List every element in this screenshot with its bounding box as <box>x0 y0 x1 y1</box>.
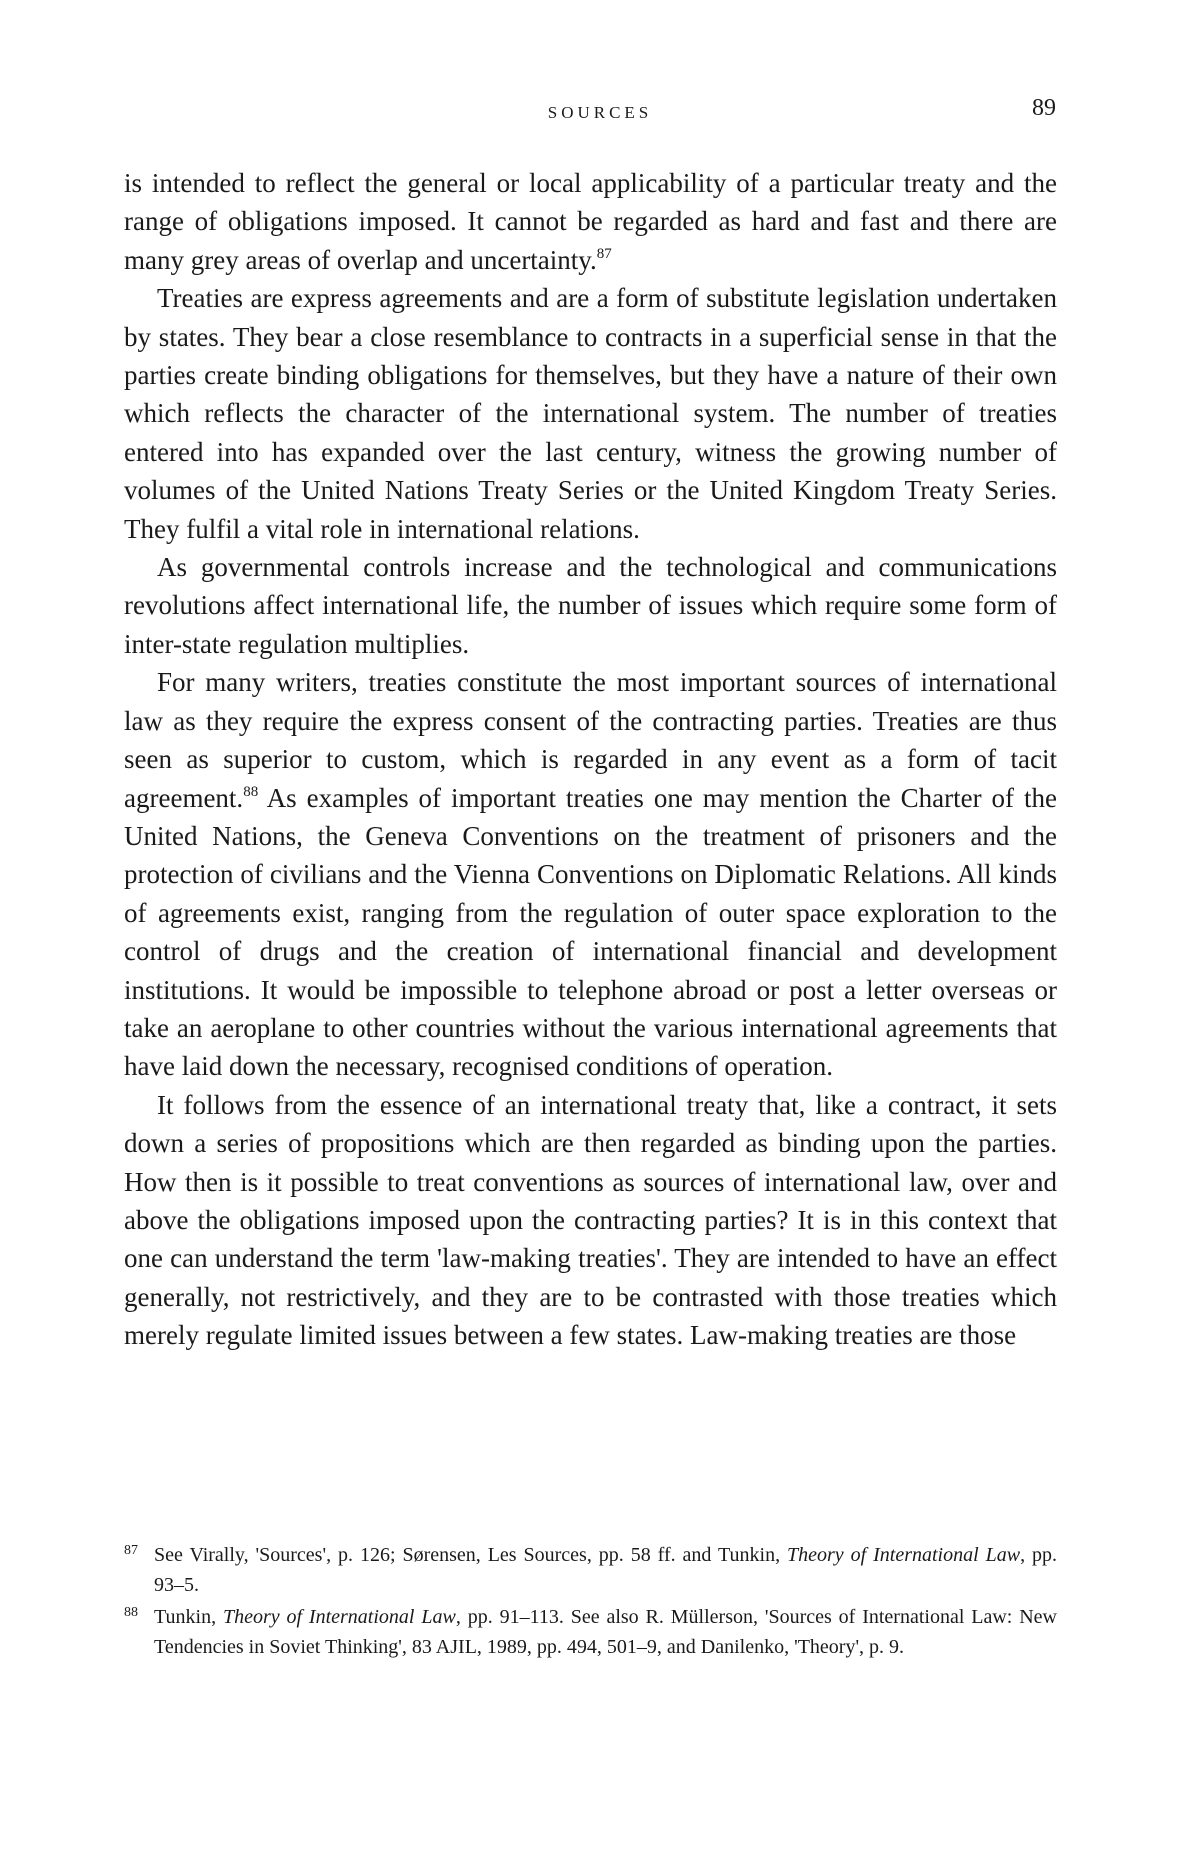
paragraph-text: For many writers, treaties constitute the most important sources of international law as they require the express consent of the contracting parties. Treaties are thus seen as superior to custom, which is regarded in any event as a form of tacit agreement. <box>124 667 1057 813</box>
footnote-number: 87 <box>124 1543 138 1558</box>
paragraph-text: As examples of important treaties one may mention the Charter of the United Nations, the Geneva Conventions on the treatment of prisoners and the protection of civilians and the Vienna Conventions on Diplomatic Relations. All kinds of agreements exist, ranging from the regulation of outer space exploration to the control of drugs and the creation of international financial and development institutions. It would be impossible to telephone abroad or post a letter overseas or take an aeroplane to other countries without the various international agreements that have laid down the necessary, recognised conditions of operation. <box>124 782 1057 1082</box>
footnotes <box>124 1540 1057 1664</box>
footnote-ref[interactable]: 87 <box>596 245 612 262</box>
footnote-title: Theory of International Law <box>787 1544 1021 1566</box>
paragraph <box>124 663 1057 1085</box>
page-number: 89 <box>1032 95 1056 121</box>
footnote <box>124 1540 1057 1600</box>
paragraph: As governmental controls increase and the technological and communications revolutions affect international life, the number of issues which require some form of inter-state regulation multiplies. <box>124 552 1057 659</box>
footnote-text: Tunkin, <box>154 1606 223 1628</box>
footnote-number: 88 <box>124 1605 138 1620</box>
footnote-text: See Virally, 'Sources', p. 126; Sørensen, Les Sources, pp. 58 ff. and Tunkin, <box>154 1544 788 1566</box>
paragraph: It follows from the essence of an international treaty that, like a contract, it sets down a series of propositions which are then regarded as binding upon the parties. How then is it possible to treat conventions as sources of international law, over and above the obligations imposed upon the contracting parties? It is in this context that one can understand the term 'law-making treaties'. They are intended to have an effect generally, not restrictively, and they are to be contrasted with those treaties which merely regulate limited issues between a few states. Law-making treaties are those <box>124 1089 1057 1351</box>
main-text <box>124 164 1057 1355</box>
paragraph: Treaties are express agreements and are a form of substitute legislation undertaken by states. They bear a close resemblance to contracts in a superficial sense in that the parties create binding obligations for themselves, but they have a nature of their own which reflects the character of the international system. The number of treaties entered into has expanded over the last century, witness the growing number of volumes of the United Nations Treaty Series or the United Kingdom Treaty Series. They fulfil a vital role in international relations. <box>124 283 1057 544</box>
paragraph <box>124 164 1057 279</box>
running-head: SOURCES <box>547 103 653 122</box>
footnote-ref[interactable]: 88 <box>243 783 259 800</box>
footnote-title: Theory of International Law <box>222 1606 456 1628</box>
footnote-text: , pp. 93–5. <box>154 1544 1058 1596</box>
footnote <box>124 1602 1057 1662</box>
paragraph-text: is intended to reflect the general or local applicability of a particular treaty and the range of obligations imposed. It cannot be regarded as hard and fast and there are many grey areas of overlap and uncertainty. <box>124 168 1057 275</box>
footnote-text: , pp. 91–113. See also R. Müllerson, 'Sources of International Law: New Tendencies in Soviet Thinking', 83 AJIL, 1989, pp. 494, 501–9, and Danilenko, 'Theory', p. 9. <box>154 1606 1057 1658</box>
